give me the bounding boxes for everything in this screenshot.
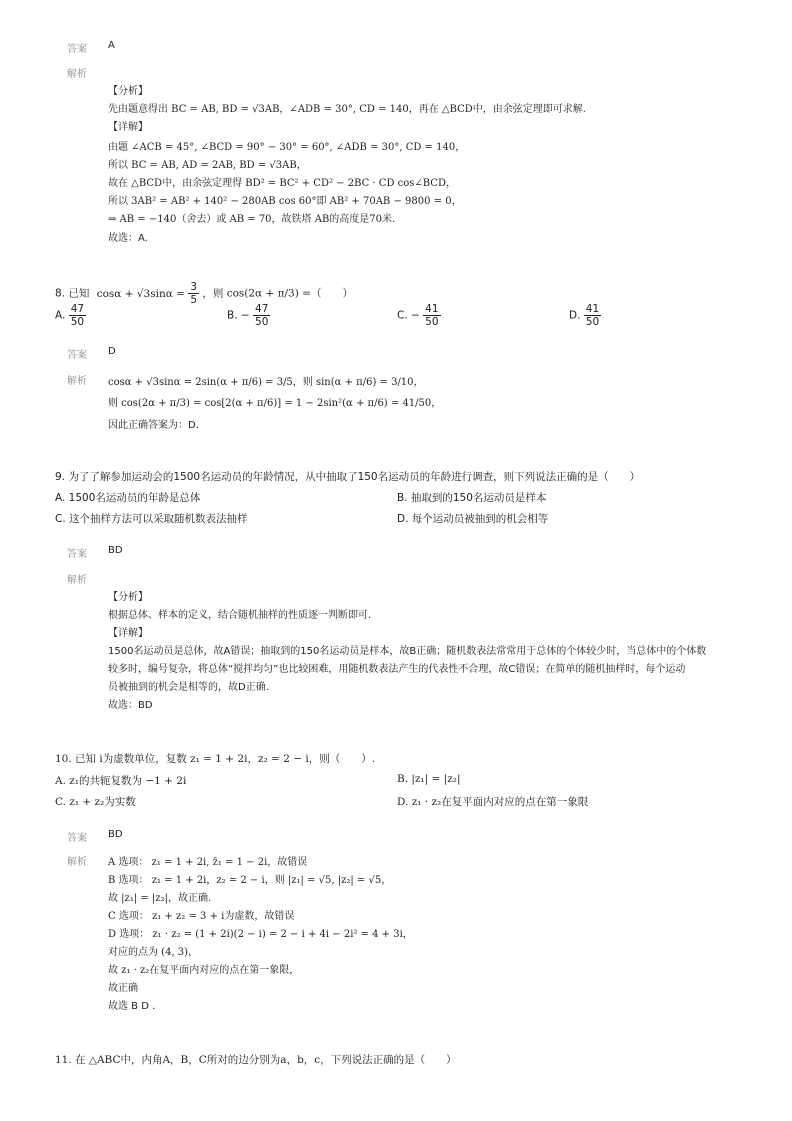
q10-option-d: D. z₁ · z₂在复平面内对应的点在第一象限 <box>397 796 589 808</box>
q7-answer-label: 答案 <box>67 44 87 55</box>
q7-answer-value: A <box>108 40 115 51</box>
q7-analysis-label: 解析 <box>67 69 87 80</box>
q9-line: 较多时，编号复杂，将总体“搅拌均匀”也比较困难，用随机数表法产生的代表性不合理，故C错误；在简单的随机抽样时，每个运动 <box>108 664 686 675</box>
q9-line: 根据总体、样本的定义，结合随机抽样的性质逐一判断即可. <box>108 610 372 621</box>
q7-line: 【分析】 <box>108 86 148 97</box>
q8-stem-fraction: $\frac{3}{5}$ <box>190 281 197 306</box>
q10-line: C 选项： z₁ + z₂ = 3 + i为虚数，故错误 <box>108 911 295 922</box>
q8-option-b: B. − $\frac{47}{50}$ <box>227 303 269 328</box>
q10-line: 故正确 <box>108 983 138 994</box>
q7-line: 【详解】 <box>108 122 148 133</box>
q10-line: B 选项： z₁ = 1 + 2i，z₂ = 2 − i，则 |z₁| = √5, |z₂| = √5， <box>108 875 392 886</box>
q8-analysis-label: 解析 <box>67 376 87 387</box>
q9-option-d: D. 每个运动员被抽到的机会相等 <box>397 513 549 525</box>
q10-line: 故选 B D . <box>108 1001 156 1012</box>
q10-line: A 选项： z₁ = 1 + 2i, z̄₁ = 1 − 2i，故错误 <box>108 857 308 868</box>
q10-option-b: B. |z₁| = |z₂| <box>397 773 461 785</box>
q7-line: 先由题意得出 BC = AB, BD = √3AB，∠ADB = 30°, CD = 140，再在 △BCD中，由余弦定理即可求解. <box>108 104 586 115</box>
q7-line: 所以 3AB² = AB² + 140² − 280AB cos 60°即 AB² + 70AB − 9800 = 0， <box>108 196 462 207</box>
q10-line: D 选项： z₁ · z₂ = (1 + 2i)(2 − i) = 2 − i + 4i − 2i² = 4 + 3i， <box>108 929 413 940</box>
q8-stem: 8. 已知 cosα + √3sinα = $\frac{3}{5}$ ，则 cos(2α + π/3) =（ ） <box>55 281 353 306</box>
q9-option-a: A. 1500名运动员的年龄是总体 <box>55 492 201 504</box>
q9-line: 员被抽到的机会是相等的，故D正确. <box>108 682 269 693</box>
q8-option-c: C. − $\frac{41}{50}$ <box>397 303 439 328</box>
q9-option-b: B. 抽取到的150名运动员是样本 <box>397 492 547 504</box>
q10-option-c: C. z₁ + z₂为实数 <box>55 796 136 808</box>
q9-answer-label: 答案 <box>67 549 87 560</box>
q7-line: 故选：A. <box>108 233 148 244</box>
q9-line: 【详解】 <box>108 628 148 639</box>
q10-line: 对应的点为 (4, 3)， <box>108 947 199 958</box>
q8-option-a: A. $\frac{47}{50}$ <box>55 303 85 328</box>
q8-line: cosα + √3sinα = 2sin(α + π/6) = 3/5，则 sin(α + π/6) = 3/10， <box>108 377 424 388</box>
q10-option-a: A. z₁的共轭复数为 −1 + 2i <box>55 775 187 787</box>
q8-option-d: D. $\frac{41}{50}$ <box>569 303 600 328</box>
q9-line: 1500名运动员是总体，故A错误；抽取到的150名运动员是样本，故B正确；随机数表法常常用于总体的个体较少时，当总体中的个体数 <box>108 646 707 657</box>
q8-answer-label: 答案 <box>67 350 87 361</box>
q8-line: 因此正确答案为：D. <box>108 420 199 431</box>
q10-answer-value: BD <box>108 829 123 840</box>
q9-analysis-label: 解析 <box>67 575 87 586</box>
q9-line: 【分析】 <box>108 592 148 603</box>
q10-line: 故 |z₁| = |z₂|，故正确. <box>108 893 212 904</box>
q7-line: 故在 △BCD中，由余弦定理得 BD² = BC² + CD² − 2BC · CD cos∠BCD， <box>108 178 456 189</box>
q10-stem: 10. 已知 i为虚数单位，复数 z₁ = 1 + 2i，z₂ = 2 − i，则（ ）. <box>55 753 376 765</box>
q8-answer-value: D <box>108 346 116 357</box>
q10-analysis-label: 解析 <box>67 857 87 868</box>
q11-stem: 11. 在 △ABC中，内角A，B，C所对的边分别为a，b，c，下列说法正确的是（ ） <box>55 1054 457 1066</box>
q7-line: 所以 BC = AB, AD = 2AB, BD = √3AB， <box>108 160 307 171</box>
q7-line: 由题 ∠ACB = 45°, ∠BCD = 90° − 30° = 60°, ∠ADB = 30°, CD = 140， <box>108 142 466 153</box>
q9-line: 故选：BD <box>108 700 153 711</box>
q9-option-c: C. 这个抽样方法可以采取随机数表法抽样 <box>55 513 248 525</box>
q8-line: 则 cos(2α + π/3) = cos[2(α + π/6)] = 1 − 2sin²(α + π/6) = 41/50， <box>108 398 442 409</box>
q9-answer-value: BD <box>108 545 123 556</box>
q10-line: 故 z₁ · z₂在复平面内对应的点在第一象限， <box>108 965 300 976</box>
q10-answer-label: 答案 <box>67 833 87 844</box>
q9-stem: 9. 为了了解参加运动会的1500名运动员的年龄情况，从中抽取了150名运动员的年龄进行调查，则下列说法正确的是（ ） <box>55 471 641 483</box>
q7-line: ⇒ AB = −140（舍去）或 AB = 70，故铁塔 AB的高度是70米. <box>108 214 396 225</box>
